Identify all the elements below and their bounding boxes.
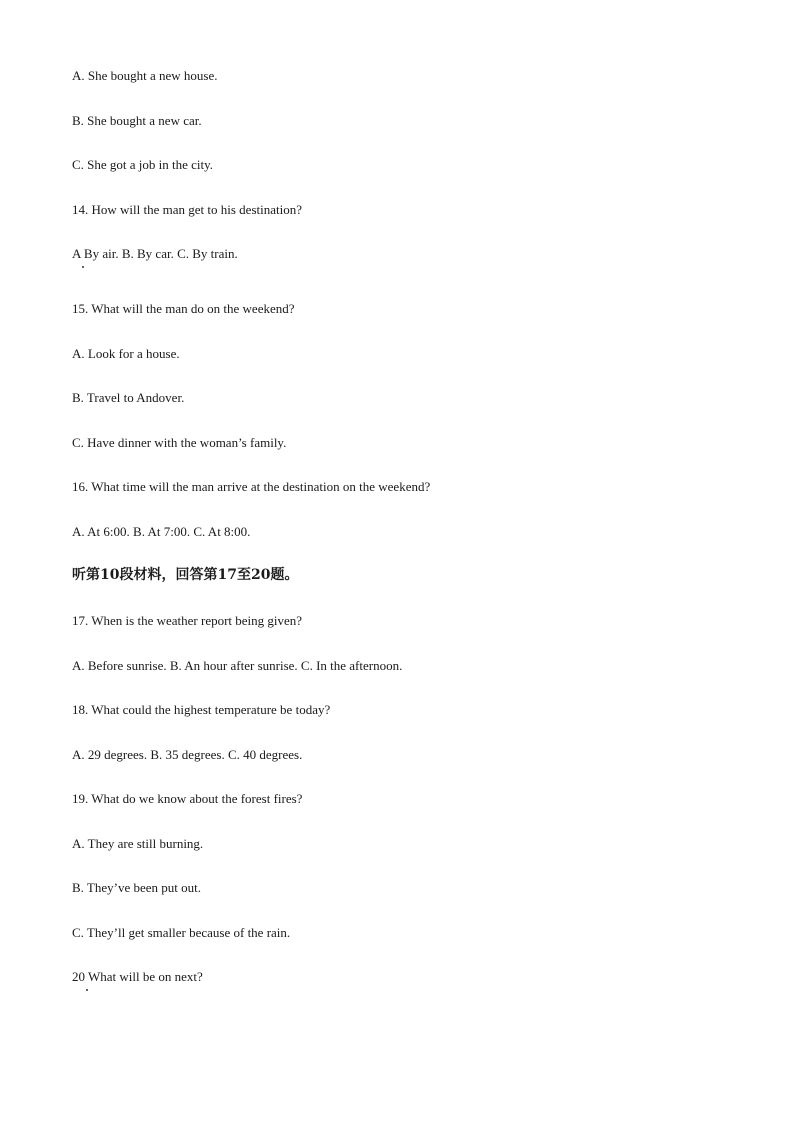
question-14: 14. How will the man get to his destination? bbox=[72, 202, 302, 217]
q17-options: A. Before sunrise. B. An hour after sunrise. C. In the afternoon. bbox=[72, 658, 403, 673]
punctuation-dot-mark bbox=[86, 989, 88, 991]
question-17: 17. When is the weather report being given? bbox=[72, 613, 303, 628]
punctuation-dot-mark bbox=[82, 266, 84, 268]
q19-option-a: A. They are still burning. bbox=[72, 836, 204, 851]
section-heading: 听第10段材料，回答第17至20题。 bbox=[72, 567, 299, 583]
q16-options: A. At 6:00. B. At 7:00. C. At 8:00. bbox=[72, 524, 251, 539]
q18-options: A. 29 degrees. B. 35 degrees. C. 40 degrees. bbox=[72, 747, 303, 762]
question-19: 19. What do we know about the forest fires? bbox=[72, 791, 303, 806]
q19-option-b: B. They’ve been put out. bbox=[72, 880, 202, 895]
q15-option-b: B. Travel to Andover. bbox=[72, 390, 185, 405]
question-15: 15. What will the man do on the weekend? bbox=[72, 301, 295, 316]
q13-option-a: A. She bought a new house. bbox=[72, 68, 218, 83]
question-20: 20 What will be on next? bbox=[72, 969, 203, 984]
q13-option-c: C. She got a job in the city. bbox=[72, 157, 214, 172]
question-18: 18. What could the highest temperature be today? bbox=[72, 702, 331, 717]
q14-options: A By air. B. By car. C. By train. bbox=[72, 246, 238, 261]
question-16: 16. What time will the man arrive at the destination on the weekend? bbox=[72, 479, 431, 494]
q13-option-b: B. She bought a new car. bbox=[72, 113, 202, 128]
q19-option-c: C. They’ll get smaller because of the rain. bbox=[72, 925, 291, 940]
q15-option-c: C. Have dinner with the woman’s family. bbox=[72, 435, 287, 450]
q15-option-a: A. Look for a house. bbox=[72, 346, 180, 361]
